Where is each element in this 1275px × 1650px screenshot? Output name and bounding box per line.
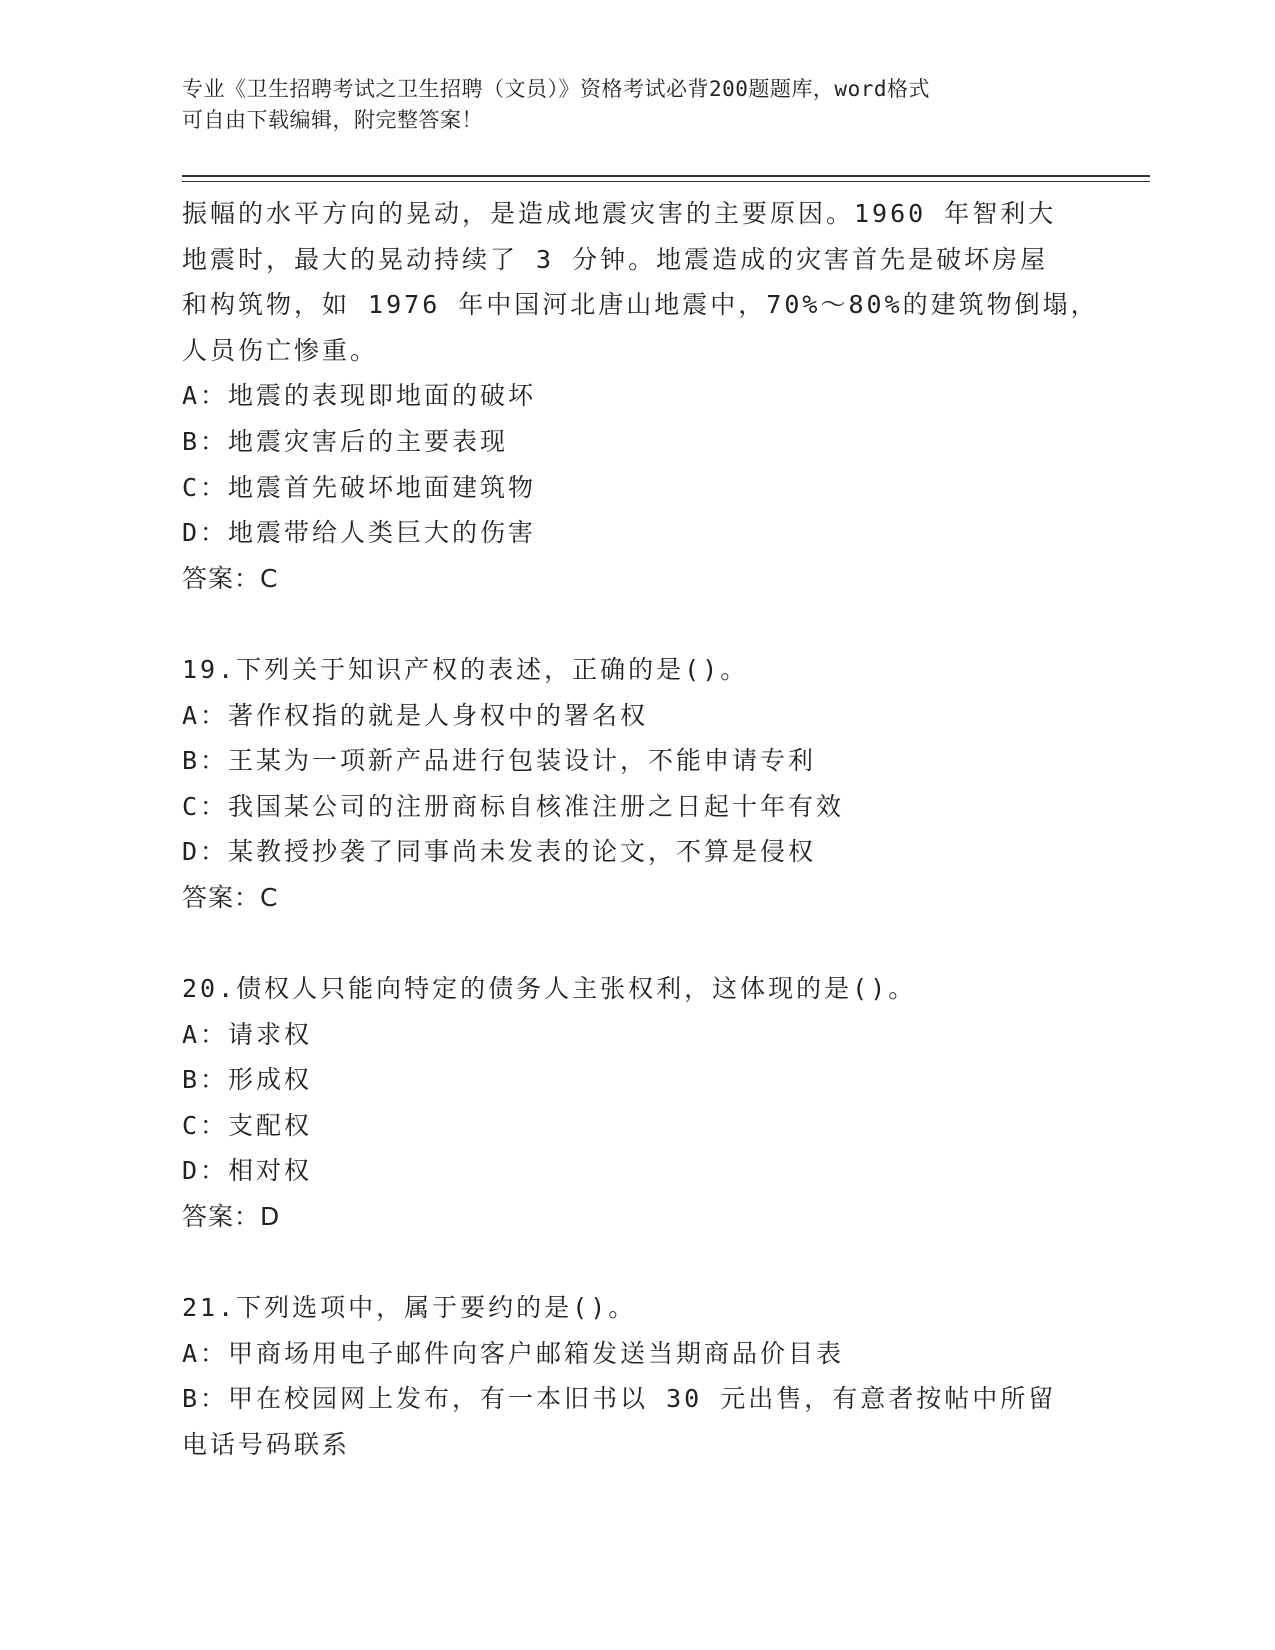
- option-a: A：甲商场用电子邮件向客户邮箱发送当期商品价目表: [182, 1338, 845, 1368]
- option-c: C：地震首先破坏地面建筑物: [182, 472, 537, 502]
- option-b: B：王某为一项新产品进行包装设计，不能申请专利: [182, 746, 817, 776]
- document-body: [182, 191, 1099, 1468]
- option-d: D：相对权: [182, 1156, 313, 1186]
- answer-line: 答案：D: [182, 1202, 281, 1232]
- passage-line: 和构筑物，如 1976 年中国河北唐山地震中，70%～80%的建筑物倒塌，: [182, 290, 1099, 320]
- answer-line: 答案：C: [182, 882, 279, 912]
- header-title-line-1: 专业《卫生招聘考试之卫生招聘（文员）》资格考试必背200题题库，word格式: [182, 77, 930, 101]
- option-c: C：我国某公司的注册商标自核准注册之日起十年有效: [182, 791, 845, 821]
- spacer: [182, 1240, 1082, 1286]
- header-title-line-2: 可自由下载编辑，附完整答案！: [182, 108, 483, 132]
- question-18-continuation: [182, 191, 1099, 601]
- option-c: C：支配权: [182, 1110, 313, 1140]
- option-b-continuation: 电话号码联系: [182, 1430, 351, 1460]
- option-b: B：地震灾害后的主要表现: [182, 426, 509, 456]
- answer-line: 答案：C: [182, 563, 279, 593]
- question-21: [182, 1285, 1082, 1467]
- header-divider-thin: [182, 181, 1150, 182]
- question-stem: 20.债权人只能向特定的债务人主张权利，这体现的是()。: [182, 974, 917, 1004]
- option-d: D：地震带给人类巨大的伤害: [182, 518, 537, 548]
- passage-line: 地震时，最大的晃动持续了 3 分钟。地震造成的灾害首先是破坏房屋: [182, 244, 1049, 274]
- spacer: [182, 601, 1082, 647]
- question-stem: 21.下列选项中，属于要约的是()。: [182, 1293, 637, 1323]
- spacer: [182, 921, 1082, 967]
- question-19: [182, 647, 1082, 921]
- option-a: A：请求权: [182, 1019, 313, 1049]
- option-b: B：甲在校园网上发布，有一本旧书以 30 元出售，有意者按帖中所留: [182, 1384, 1057, 1414]
- option-b: B：形成权: [182, 1065, 313, 1095]
- option-a: A：著作权指的就是人身权中的署名权: [182, 700, 649, 730]
- passage-line: 人员伤亡惨重。: [182, 335, 379, 365]
- option-d: D：某教授抄袭了同事尚未发表的论文，不算是侵权: [182, 837, 817, 867]
- document-header: [182, 74, 1062, 136]
- question-stem: 19.下列关于知识产权的表述，正确的是()。: [182, 654, 749, 684]
- question-20: [182, 966, 1082, 1240]
- option-a: A：地震的表现即地面的破坏: [182, 381, 537, 411]
- header-divider-thick: [182, 175, 1150, 177]
- passage-line: 振幅的水平方向的晃动，是造成地震灾害的主要原因。1960 年智利大: [182, 199, 1057, 228]
